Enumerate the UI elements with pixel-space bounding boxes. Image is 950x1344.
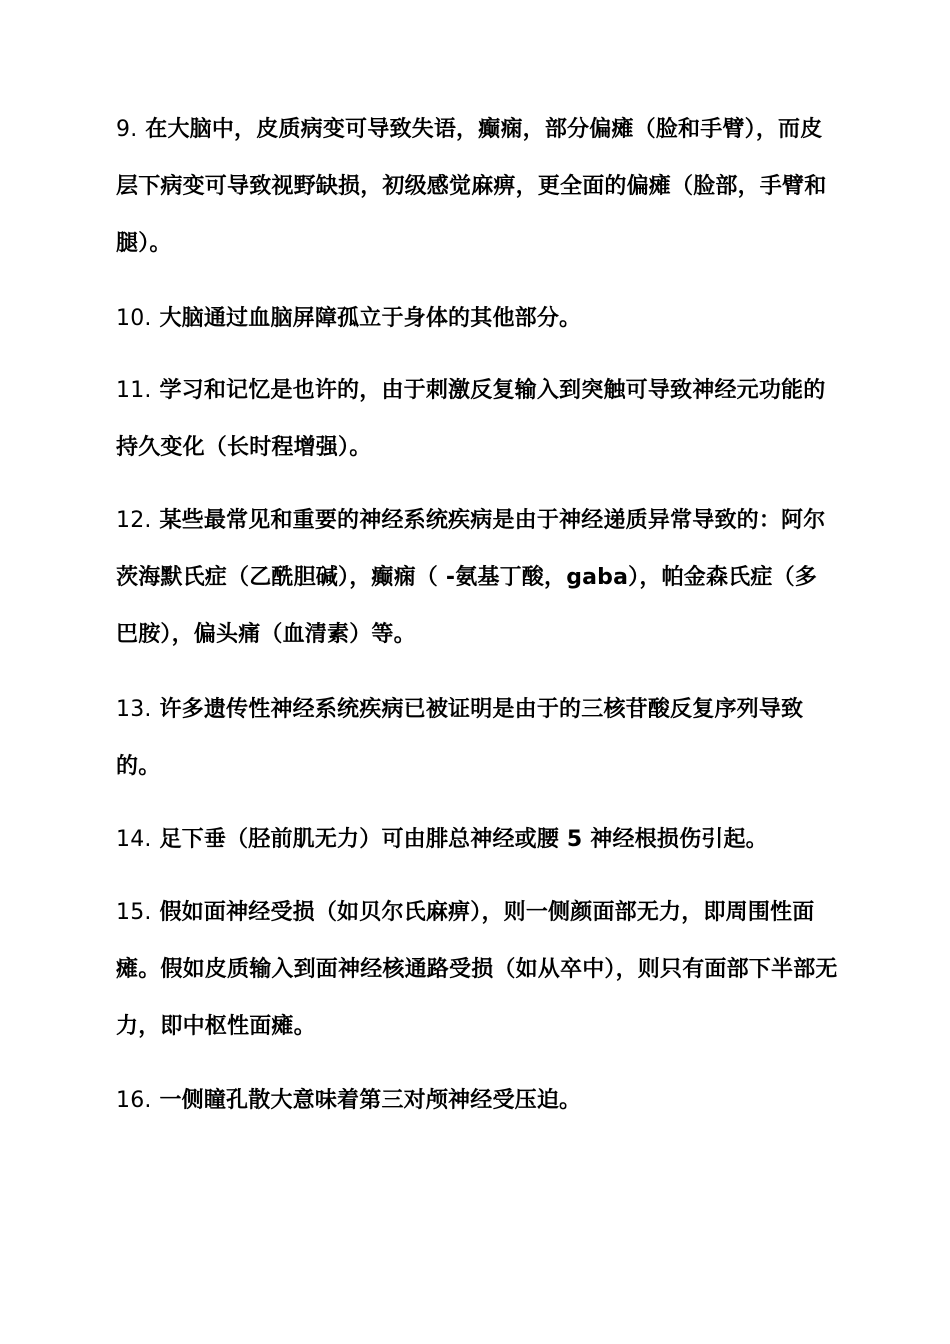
item-text: 一侧瞳孔散大意味着第三对颅神经受压迫。	[159, 1088, 582, 1113]
item-number: 14.	[116, 827, 152, 852]
item-number: 11.	[116, 378, 152, 403]
list-item-16	[116, 1072, 838, 1129]
item-text: 学习和记忆是也许的，由于刺激反复输入到突触可导致神经元功能的持久变化（长时程增强）。	[116, 378, 826, 460]
list-item-15	[116, 884, 838, 1055]
list-item-12	[116, 492, 838, 663]
item-number: 10.	[116, 306, 152, 331]
list-item-13	[116, 681, 838, 795]
item-number: 16.	[116, 1088, 152, 1113]
item-text: 假如面神经受损（如贝尔氏麻痹），则一侧颜面部无力，即周围性面瘫。假如皮质输入到面神经核通路受损（如从卒中），则只有面部下半部无力，即中枢性面瘫。	[116, 900, 838, 1039]
item-number: 9.	[116, 117, 138, 142]
item-text: 大脑通过血脑屏障孤立于身体的其他部分。	[159, 306, 582, 331]
item-text: 许多遗传性神经系统疾病已被证明是由于的三核苷酸反复序列导致的。	[116, 697, 804, 779]
item-number: 15.	[116, 900, 152, 925]
item-text: 足下垂（胫前肌无力）可由腓总神经或腰 5 神经根损伤引起。	[159, 827, 768, 852]
item-number: 12.	[116, 508, 152, 533]
list-item-10	[116, 290, 838, 347]
item-number: 13.	[116, 697, 152, 722]
list-item-11	[116, 362, 838, 476]
item-text: 在大脑中，皮质病变可导致失语，癫痫，部分偏瘫（脸和手臂），而皮层下病变可导致视野缺损，初级感觉麻痹，更全面的偏瘫（脸部，手臂和腿）。	[116, 117, 827, 256]
list-item-9	[116, 101, 838, 272]
item-text: 某些最常见和重要的神经系统疾病是由于神经递质异常导致的：阿尔茨海默氏症（乙酰胆碱），癫痫（ -氨基丁酸，gaba），帕金森氏症（多巴胺），偏头痛（血清素）等。	[116, 508, 826, 647]
list-item-14	[116, 811, 838, 868]
